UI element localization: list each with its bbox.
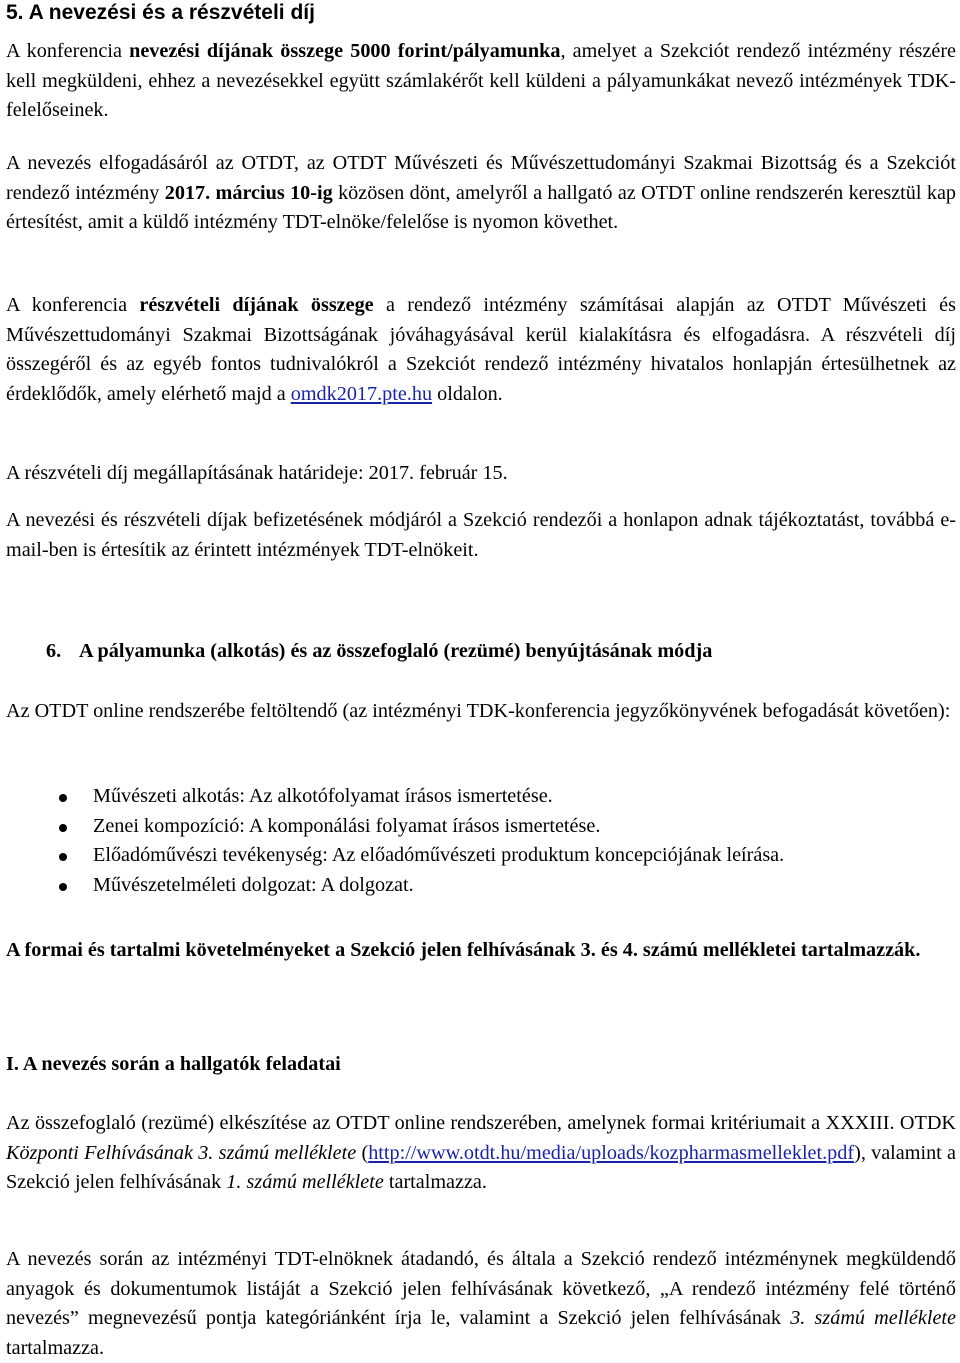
text-run: A nevezés során az intézményi TDT-elnöknek átadandó, és általa a Szekció rendező intézménynek megküldendő anyagok és dokumentumok listáját a Szekció jelen felhívásának következő, „A rendező intézmény felé történő nevezés” megnevezésű pontja kategóriánként írja le, valamint a Szekció jelen felhívásának <box>6 1248 956 1329</box>
central-call-reference: Központi Felhívásának 3. számú melléklete <box>6 1141 357 1164</box>
nomination-fee-emphasis: nevezési díjának összege 5000 forint/pályamunka <box>129 40 561 62</box>
section-6-title: A pályamunka (alkotás) és az összefoglaló (rezümé) benyújtásának módja <box>79 640 713 662</box>
text-run: közösen dönt, amelyről a hallgató az OTDT online rendszerén keresztül kap értesítést, amit a küldő intézmény TDT-elnöke/felelőse is nyomon követhet. <box>6 181 956 233</box>
bullet-icon <box>59 883 67 891</box>
list-item-text: Előadóművészi tevékenység: Az előadóművészeti produktum koncepciójának leírása. <box>93 844 785 866</box>
text-run: ( <box>356 1141 369 1164</box>
text-run: A konferencia <box>6 40 130 62</box>
list-item <box>6 812 784 842</box>
section-5-paragraph-4: A részvételi díj megállapításának határideje: 2017. február 15. <box>6 462 508 484</box>
bullet-icon <box>59 824 67 832</box>
text-run: ), valamint a Szekció jelen felhívásának <box>6 1141 956 1193</box>
annex-3-reference: 3. számú melléklete <box>790 1307 956 1329</box>
section-5-paragraph-2 <box>6 149 956 238</box>
annex-1-reference: 1. számú melléklete <box>226 1171 384 1193</box>
requirements-note: A formai és tartalmi követelményeket a Szekció jelen felhívásának 3. és 4. számú mellékletei tartalmazzák. <box>6 939 921 961</box>
list-item <box>6 871 784 901</box>
list-item <box>6 841 784 871</box>
section-5-paragraph-5: A nevezési és részvételi díjak befizetésének módjáról a Szekció rendezői a honlapon adnak tájékoztatást, továbbá e-mail-ben is értesítik az érintett intézmények TDT-elnökeit. <box>6 509 956 561</box>
participation-fee-emphasis: részvételi díjának összege <box>139 294 374 316</box>
list-item <box>6 782 784 812</box>
text-run: Az összefoglaló (rezümé) elkészítése az OTDT online rendszerében, amelynek formai kritériumait a XXXIII. OTDK <box>6 1112 956 1134</box>
bullet-icon <box>59 853 67 861</box>
bullet-icon <box>59 794 67 802</box>
conference-website-link[interactable]: omdk2017.pte.hu <box>290 382 433 405</box>
text-run: a rendező intézmény számításai alapján az OTDT Művészeti és Művészettudományi Szakmai Bizottságának jóváhagyásával kerül kialakításra és elfogadásra. A részvételi díj összegéről és az egyéb fontos tudnivalókról a Szekciót rendező intézmény hivatalos honlapján értesülhetnek az érdeklődők, amely elérhető majd a <box>6 294 957 405</box>
section-6-number: 6. <box>46 640 62 662</box>
submission-items-list <box>6 782 784 900</box>
list-item-text: Művészetelméleti dolgozat: A dolgozat. <box>93 873 414 896</box>
text-run: tartalmazza. <box>383 1171 487 1193</box>
section-i-paragraph-1 <box>6 1109 956 1198</box>
section-5-heading: 5. A nevezési és a részvételi díj <box>6 1 315 24</box>
text-run: oldalon. <box>432 382 503 405</box>
text-run: tartalmazza. <box>6 1336 105 1359</box>
text-run: , amelyet a Szekciót rendező intézmény részére kell megküldeni, ehhez a nevezésekkel együtt számlakérőt kell küldeni a pályamunkákat nevező intézmények TDK-felelőseinek. <box>6 40 957 121</box>
section-5-paragraph-1 <box>6 37 956 126</box>
annex-pdf-link[interactable]: http://www.otdt.hu/media/uploads/kozpharmasmelleklet.pdf <box>368 1141 855 1164</box>
section-i-paragraph-2 <box>6 1245 956 1363</box>
section-6-heading <box>46 640 712 663</box>
text-run: A nevezés elfogadásáról az OTDT, az OTDT Művészeti és Művészettudományi Szakmai Bizottság és a Szekciót rendező intézmény <box>6 152 956 204</box>
list-item-text: Zenei kompozíció: A komponálási folyamat írásos ismertetése. <box>93 814 601 837</box>
deadline-emphasis: 2017. március 10-ig <box>164 181 333 204</box>
text-run: A konferencia <box>6 294 140 316</box>
section-i-heading: I. A nevezés során a hallgatók feladatai <box>6 1053 341 1075</box>
list-item-text: Művészeti alkotás: Az alkotófolyamat írásos ismertetése. <box>93 785 553 807</box>
section-6-intro: Az OTDT online rendszerébe feltöltendő (az intézményi TDK-konferencia jegyzőkönyvének befogadását követően): <box>6 700 951 722</box>
section-5-paragraph-3 <box>6 291 956 409</box>
